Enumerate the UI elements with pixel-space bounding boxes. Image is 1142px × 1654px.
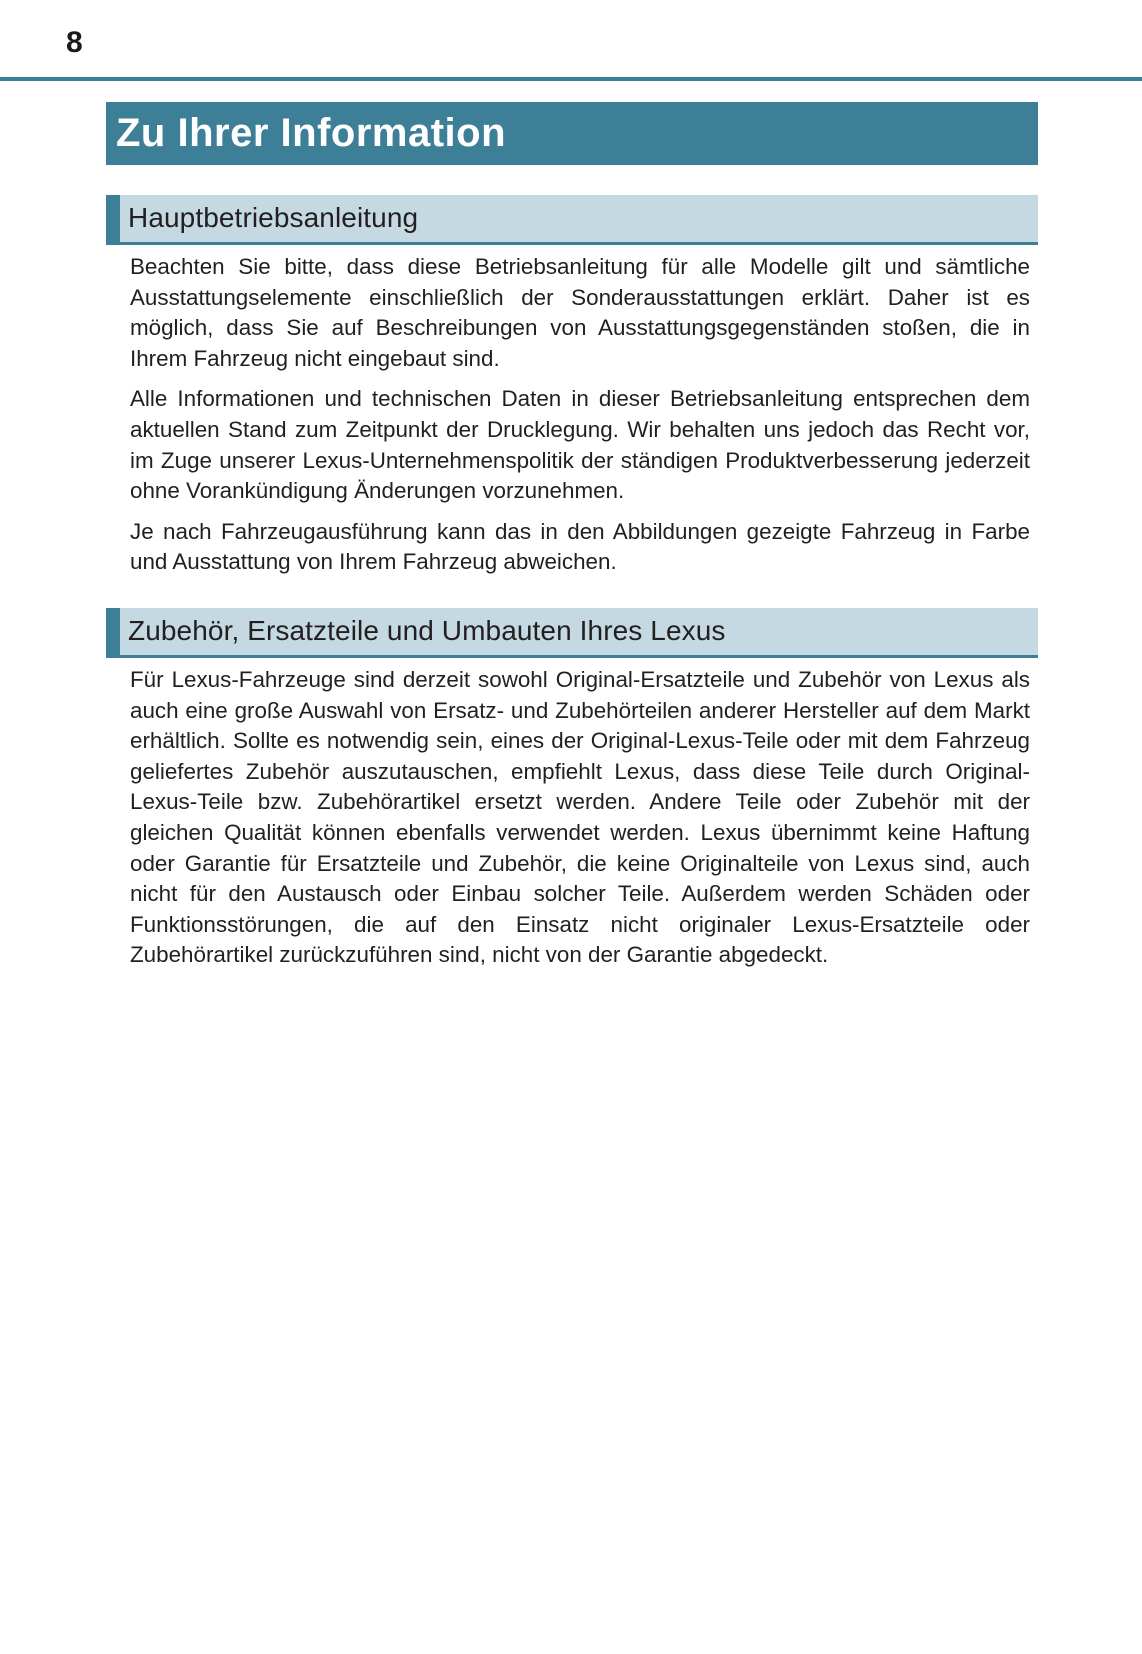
section-header-accessories [106, 608, 1038, 658]
paragraph: Beachten Sie bitte, dass diese Betriebsanleitung für alle Modelle gilt und sämtliche Ausstattungselemente einschließlich der Sonderausstattungen erklärt. Daher ist es möglich, dass Sie auf Beschreibungen von Ausstattungsgegenständen stoßen, die in Ihrem Fahrzeug nicht eingebaut sind. [130, 254, 1030, 371]
paragraph: Alle Informationen und technischen Daten in dieser Betriebsanleitung entsprechen dem aktuellen Stand zum Zeitpunkt der Drucklegung. Wir behalten uns jedoch das Recht vor, im Zuge unserer Lexus-Unternehmenspolitik der ständigen Produktverbesserung jederzeit ohne Vorankündigung Änderungen vorzunehmen. [130, 386, 1030, 504]
section-title: Zubehör, Ersatzteile und Umbauten Ihres Lexus [128, 615, 726, 646]
section-title: Hauptbetriebsanleitung [128, 202, 419, 233]
page-number: 8 [66, 26, 83, 59]
chapter-title: Zu Ihrer Information [116, 111, 506, 155]
section-body-accessories [130, 665, 1030, 981]
paragraph: Je nach Fahrzeugausführung kann das in den Abbildungen gezeigte Fahrzeug in Farbe und Ausstattung von Ihrem Fahrzeug abweichen. [130, 518, 1030, 575]
paragraph: Für Lexus-Fahrzeuge sind derzeit sowohl Original-Ersatzteile und Zubehör von Lexus als auch eine große Auswahl von Ersatz- und Zubehörteilen anderer Hersteller auf dem Markt erhältlich. Sollte es notwendig sein, eines der Original-Lexus-Teile oder mit dem Fahrzeug geliefertes Zubehör auszutauschen, empfiehlt Lexus, dass diese Teile durch Original-Lexus-Teile bzw. Zubehörartikel ersetzt werden. Andere Teile oder Zubehör mit der gleichen Qualität können ebenfalls verwendet werden. Lexus übernimmt keine Haftung oder Garantie für Ersatzteile und Zubehör, die keine Originalteile von Lexus sind, auch nicht für den Austausch oder Einbau solcher Teile. Außerdem werden Schäden oder Funktionsstörungen, die auf den Einsatz nicht originaler Lexus-Ersatzteile oder Zubehörartikel zurückzuführen sind, nicht von der Garantie abgedeckt. [130, 667, 1030, 968]
chapter-banner [106, 102, 1038, 165]
section-header-main-manual [106, 195, 1038, 245]
section-body-main-manual [130, 252, 1030, 588]
header-rule [0, 77, 1142, 81]
